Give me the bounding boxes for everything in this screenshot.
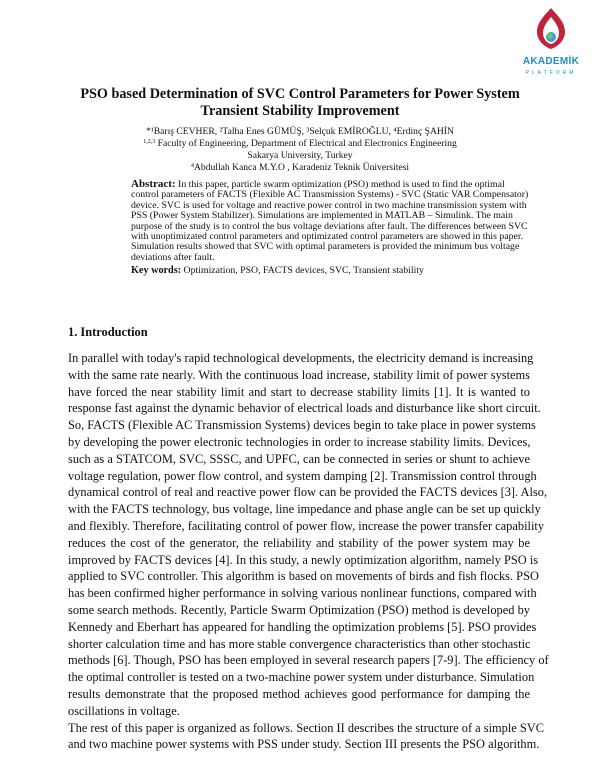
body-line: applied to SVC controller. This algorithm is based on movements of birds and fish flocks. PSO [68,569,539,584]
abstract-line: device. SVC is used for voltage and reactive power control in two machine transmission system with [131,199,527,211]
body-line: improved by FACTS devices [4]. In this study, a newly optimization algorithm, namely PSO is [68,552,539,567]
abstract-line: control parameters of FACTS (Flexible AC Transmission Systems) - SVC (Static VAR Compensator) [131,189,529,201]
paper-title-line-2: Transient Stability Improvement [200,103,400,119]
body-line: has been confirmed higher performance in solving various nonlinear functions, compared with [68,586,537,601]
body-line: have forced the near stability limit and start to decrease stability limits [1]. It is wanted to [68,384,530,399]
keywords [131,265,424,277]
introduction-body [68,350,549,753]
body-line: dynamical control of real and reactive power flow can be provided the FACTS devices [3]. Also, [68,485,548,500]
keywords-text: Optimization, PSO, FACTS devices, SVC, Transient stability [181,265,424,276]
abstract-text: In this paper, particle swarm optimization (PSO) method is used to find the optimal [175,179,505,190]
affiliation-1-sup: 1,2,3 [143,139,156,145]
paper-title-line-1: PSO based Determination of SVC Control Parameters for Power System [80,86,520,102]
abstract-label: Abstract: [131,178,176,190]
keywords-label: Key words: [131,265,182,276]
body-line: response fast against the dynamic behavior of electrical loads and disturbance like short circuit. [68,401,541,416]
body-line: with the same rate nearly. With the continuous load increase, stability limit of power systems [68,367,530,382]
abstract [131,178,529,263]
body-line: In parallel with today's rapid technological developments, the electricity demand is increasing [68,351,534,365]
body-line: and two machine power systems with PSS under study. Section III presents the PSO algorithm. [68,737,540,752]
body-line: reduces the cost of the generator, the reliability and stability of the power system may be [68,535,530,550]
affiliation-1-university: Sakarya University, Turkey [247,150,353,161]
body-line: results demonstrate that the proposed method achieves good performance for damping the [68,686,530,701]
body-line: Kennedy and Eberhart has appeared for handling the optimization problems [5]. PSO provides [68,619,537,634]
affiliation-2-text: Abdullah Kanca M.Y.O , Karadeniz Teknik Üniversitesi [193,162,410,173]
logo-subtitle: PLATFORM [525,70,577,76]
body-line: some search methods. Recently, Particle Swarm Optimization (PSO) method is developed by [68,602,530,617]
authors: *¹Barış CEVHER, ²Talha Enes GÜMÜŞ, ³Selçuk EMİROĞLU, ⁴Erdinç ŞAHİN [146,126,454,137]
abstract-line: purpose of the study is to control the bus voltage deviations after fault. The differences between SVC [131,220,528,232]
affiliation-2 [100,162,500,173]
body-line: So, FACTS (Flexible AC Transmission Systems) devices begin to take place in power systems [68,418,536,433]
body-line: The rest of this paper is organized as follows. Section II describes the structure of a simple SVC [68,720,545,735]
abstract-line: with unoptimizated control parameters and optimizated control parameters are showed in this paper. [131,230,524,242]
abstract-line: PSS (Power System Stabilizer). Simulations are implemented in MATLAB – Simulink. The main [131,210,513,222]
body-line: voltage regulation, power flow control, and system damping [2]. Transmission control through [68,468,537,483]
logo-name: AKADEMİK [522,56,580,67]
abstract-line: Simulation results showed that SVC with optimal parameters is provided the minimum bus voltage [131,241,520,253]
body-line: the optimal controller is tested on a two-machine power system under disturbance. Simulation [68,670,535,685]
affiliation-2-sup: 4 [190,163,194,169]
section-heading: 1. Introduction [68,325,148,339]
body-line: by developing the power electronic technologies in order to increase stability limits. Devices, [68,434,531,449]
affiliation-1-text: Faculty of Engineering, Department of Electrical and Electronics Engineering [155,138,457,149]
body-line: such as a STATCOM, SVC, SSSC, and UPFC, can be connected in series or shunt to achieve [68,451,530,466]
affiliation-1 [100,138,500,149]
body-line: and flexibly. Therefore, facilitating control of power flow, increase the power transfer capability [68,518,545,533]
body-line: methods [6]. Though, PSO has been employed in several research papers [7-9]. The efficiency of [68,653,549,668]
body-line: shorter calculation time and has more stable convergence characteristics than other stochastic [68,636,531,651]
akademik-platform-logo [515,6,587,56]
body-line: oscillations in voltage. [68,703,180,718]
abstract-line: deviations after fault. [131,251,215,263]
body-line: with the FACTS technology, bus voltage, line impedance and phase angle can be set up quickly [68,502,541,517]
